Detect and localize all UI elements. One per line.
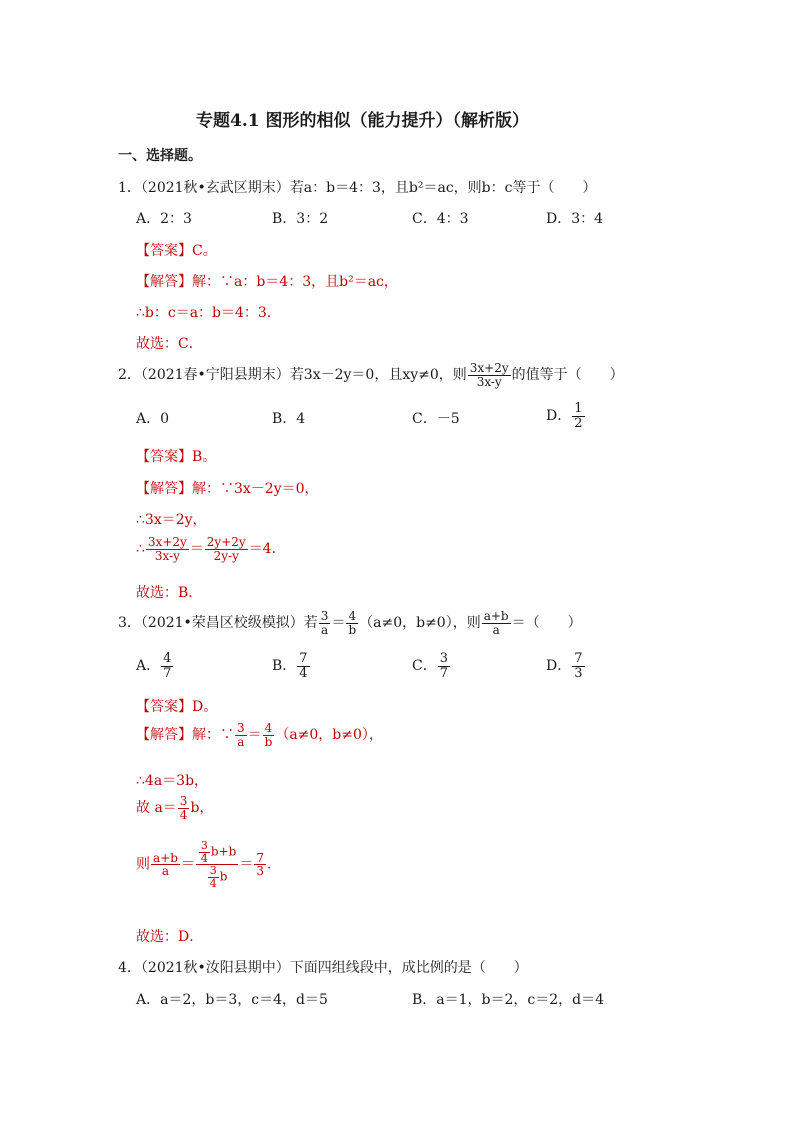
q3-sol3-den: 4 <box>179 807 188 822</box>
q2-solution-line-1: 【解答】解：∵3x－2y＝0， <box>136 481 319 497</box>
q3-option-a-num: 4 <box>163 651 172 666</box>
q1-option-c: C．4：3 <box>412 211 469 227</box>
q2-sol3-therefore: ∴ <box>136 541 145 558</box>
q2-fraction-num: 3x+2y <box>469 361 509 375</box>
q3-option-c <box>412 652 451 680</box>
q2-solution-line-2: ∴3x＝2y， <box>136 512 207 528</box>
q3-sol1-fraction-1 <box>235 722 247 748</box>
q3-sol4-bottom-tail: b <box>219 869 228 884</box>
q3-option-d-den: 3 <box>574 665 583 681</box>
q2-option-d-num: 1 <box>574 401 583 416</box>
q3-solution-line-1 <box>136 722 383 748</box>
q3-option-b <box>272 652 311 680</box>
q2-solution-line-3 <box>136 536 286 562</box>
q3-option-d-label: D． <box>546 658 572 675</box>
q3-answer: 【答案】D。 <box>136 699 218 715</box>
q3-option-b-num: 7 <box>299 651 308 666</box>
q3-f3-den: a <box>492 622 500 637</box>
q2-sol3-den-2: 2y-y <box>213 548 239 563</box>
q3-sol4-equals-1: ＝ <box>180 856 195 873</box>
question-4-stem: 4．（2021秋•汝阳县期中）下面四组线段中，成比例的是（ ） <box>118 960 528 976</box>
q3-option-c-num: 3 <box>439 651 448 666</box>
q3-sol3-text: 故 a＝ <box>136 800 177 817</box>
q3-sol3-num: 3 <box>179 794 188 808</box>
q3-sol4-num-1: a+b <box>153 850 178 865</box>
q2-sol3-equals: ＝ <box>189 541 204 558</box>
q3-sol1-equals: ＝ <box>247 727 262 744</box>
q2-solution-line-4: 故选：B． <box>136 585 203 601</box>
q3-sol1-fraction-2 <box>263 722 275 748</box>
q3-option-c-den: 7 <box>439 665 448 681</box>
q2-fraction-den: 3x-y <box>476 374 502 389</box>
question-2-stem <box>118 362 624 388</box>
q2-option-d-fraction <box>572 402 584 430</box>
q3-sol4-result-fraction <box>254 852 266 878</box>
q3-f1-num: 3 <box>320 609 329 623</box>
q1-option-b: B．3：2 <box>272 211 329 227</box>
q2-option-d <box>546 402 586 430</box>
q2-sol3-fraction-2 <box>205 536 248 562</box>
q1-answer: 【答案】C。 <box>136 243 217 259</box>
q3-sol4-compound-fraction <box>196 840 238 889</box>
q3-sol4-inner-bottom-num: 3 <box>209 864 217 878</box>
q3-sol4-inner-top-den: 4 <box>200 851 208 865</box>
q3-f2-den: b <box>348 622 357 637</box>
q3-equals: ＝ <box>331 615 346 632</box>
q4-option-b: B．a＝1，b＝2，c＝2，d＝4 <box>412 992 605 1008</box>
q3-sol4-equals-2: ＝ <box>239 856 254 873</box>
q3-sol1-den-1: a <box>237 734 245 749</box>
question-3-stem <box>118 610 582 636</box>
q3-sol1-end: （a≠0，b≠0）， <box>275 727 383 744</box>
q3-sol4-compound-den <box>205 865 230 889</box>
q3-sol1-num-2: 4 <box>264 721 273 735</box>
q3-sol4-result-den: 3 <box>256 864 264 879</box>
q3-sol3-end: b， <box>190 800 214 817</box>
q1-option-d: D．3：4 <box>546 211 604 227</box>
q3-option-a-den: 7 <box>163 665 172 681</box>
q2-sol3-num-2: 2y+2y <box>206 535 246 549</box>
q3-fraction-1 <box>319 610 331 636</box>
q3-fraction-2 <box>346 610 358 636</box>
q3-sol4-end: ． <box>266 856 281 873</box>
q3-option-d-num: 7 <box>574 651 583 666</box>
q2-option-d-den: 2 <box>574 415 583 431</box>
q3-solution-line-3 <box>136 795 213 821</box>
q2-sol3-den-1: 3x-y <box>154 548 180 563</box>
q3-sol1-text: 【解答】解：∵ <box>136 727 234 744</box>
q3-sol4-fraction-1 <box>151 852 180 878</box>
q2-option-d-label: D． <box>546 408 572 425</box>
q3-sol4-text: 则 <box>136 856 150 873</box>
q3-sol1-den-2: b <box>264 734 273 749</box>
q3-sol4-inner-top-num: 3 <box>200 839 208 852</box>
section-heading: 一、选择题。 <box>118 148 202 164</box>
q2-option-c: C．－5 <box>412 411 460 427</box>
q2-option-a: A．0 <box>136 411 170 427</box>
q3-solution-line-4 <box>136 840 281 889</box>
q3-option-c-label: C． <box>412 658 437 675</box>
q3-option-a-label: A． <box>136 658 161 675</box>
q3-option-b-label: B． <box>272 658 297 675</box>
q3-solution-line-5: 故选：D． <box>136 929 204 945</box>
q3-option-d <box>546 652 586 680</box>
q3-sol4-inner-fraction-top <box>199 840 210 864</box>
q3-sol4-inner-bottom-den: 4 <box>209 876 217 890</box>
q1-solution-line-1: 【解答】解：∵a：b＝4：3，且b²＝ac， <box>136 274 398 290</box>
q2-sol3-num-1: 3x+2y <box>147 535 187 549</box>
q3-stem-text: 3．（2021•荣昌区校级模拟）若 <box>118 615 318 632</box>
question-1-stem: 1．（2021秋•玄武区期末）若a：b＝4：3，且b²＝ac，则b：c等于（ ） <box>118 180 597 196</box>
q3-sol4-result-num: 7 <box>256 850 264 865</box>
q1-option-a: A．2：3 <box>136 211 192 227</box>
q2-stem-end: 的值等于（ ） <box>511 367 624 384</box>
q3-sol3-fraction <box>178 795 190 821</box>
q1-solution-line-3: 故选：C． <box>136 336 203 352</box>
q3-sol4-inner-fraction-bottom <box>208 865 219 889</box>
q3-option-c-fraction <box>438 652 450 680</box>
q3-option-b-fraction <box>297 652 309 680</box>
q2-sol3-result: ＝4． <box>248 541 286 558</box>
q3-solution-line-2: ∴4a＝3b， <box>136 773 209 789</box>
q3-fraction-3 <box>482 610 511 636</box>
q2-option-b: B．4 <box>272 411 306 427</box>
page-title: 专题4.1 图形的相似（能力提升）（解析版） <box>196 111 529 131</box>
q3-option-a <box>136 652 174 680</box>
q2-sol3-fraction-1 <box>146 536 189 562</box>
q2-fraction <box>468 362 511 388</box>
q3-option-d-fraction <box>572 652 584 680</box>
q3-f3-num: a+b <box>483 609 509 623</box>
q1-solution-line-2: ∴b：c＝a：b＝4：3． <box>136 305 281 321</box>
q3-sol1-num-1: 3 <box>237 721 245 735</box>
q3-f2-num: 4 <box>348 609 357 623</box>
q4-option-a: A．a＝2，b＝3，c＝4，d＝5 <box>136 992 328 1008</box>
q3-sol4-den-1: a <box>161 864 170 879</box>
q3-option-b-den: 4 <box>299 665 308 681</box>
q3-f1-den: a <box>321 622 329 637</box>
q3-sol4-top-tail: b+b <box>210 844 237 859</box>
q3-option-a-fraction <box>161 652 173 680</box>
q3-stem-mid: （a≠0，b≠0），则 <box>359 615 481 632</box>
q3-sol4-compound-num <box>196 840 238 865</box>
q2-answer: 【答案】B。 <box>136 449 217 465</box>
q3-stem-end: ＝（ ） <box>511 615 582 632</box>
q2-stem-text: 2．（2021春•宁阳县期末）若3x－2y＝0，且xy≠0，则 <box>118 367 467 384</box>
